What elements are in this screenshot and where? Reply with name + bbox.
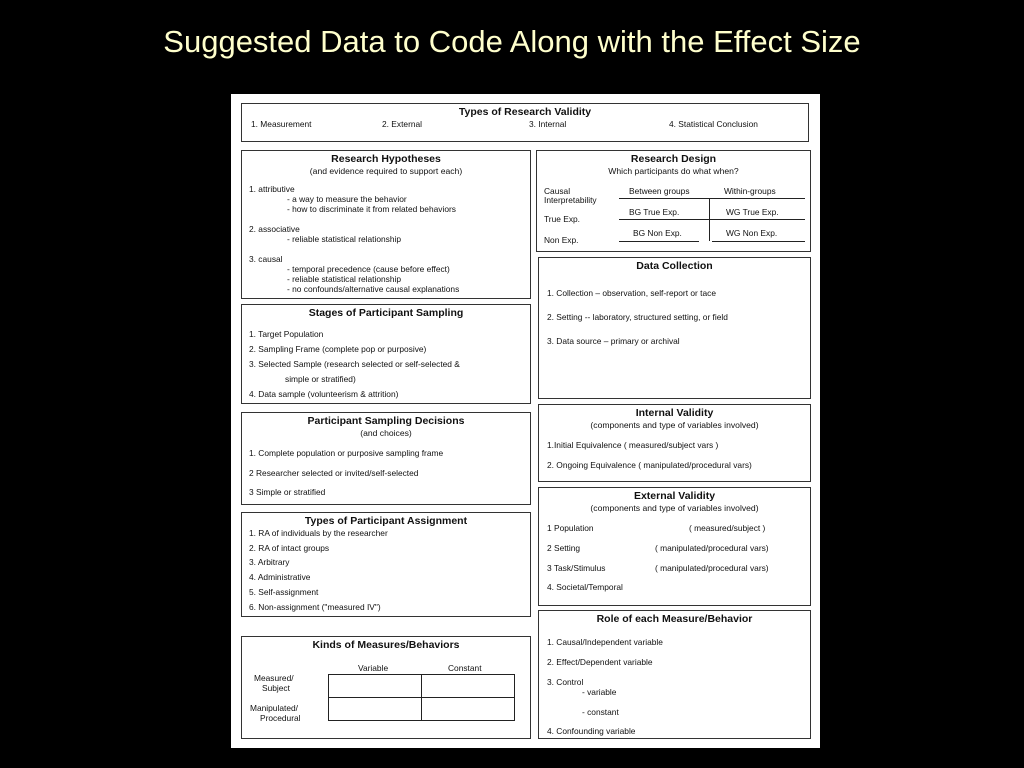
external-validity-subtitle: (components and type of variables involved) [590, 502, 759, 513]
design-bg-non: BG Non Exp. [633, 228, 682, 238]
sampling-decisions-subtitle: (and choices) [360, 427, 412, 438]
external-validity-title: External Validity [633, 490, 716, 502]
hypothesis-line: 3. causal [249, 254, 283, 264]
hypothesis-line: - no confounds/alternative causal explanations [287, 284, 460, 294]
document-page [231, 94, 820, 748]
role-line: - constant [582, 707, 619, 717]
external-validity-box [538, 487, 811, 606]
design-title: Research Design [630, 153, 717, 165]
collection-item: 2. Setting -- laboratory, structured setting, or field [547, 312, 728, 322]
assignment-item: 4. Administrative [249, 572, 311, 582]
hypothesis-line: 1. attributive [249, 184, 295, 194]
role-line: 3. Control [547, 677, 584, 687]
validity-item: 4. Statistical Conclusion [669, 119, 758, 129]
measures-cell [422, 675, 515, 698]
measures-row-label: Procedural [260, 713, 301, 723]
measures-grid [328, 674, 515, 721]
collection-item: 1. Collection – observation, self-report or tace [547, 288, 716, 298]
validity-item: 3. Internal [529, 119, 567, 129]
collection-title: Data Collection [636, 260, 713, 272]
sampling-decisions-box [241, 412, 531, 505]
external-validity-value: ( measured/subject ) [689, 523, 766, 533]
internal-validity-box [538, 404, 811, 482]
role-line: 4. Confounding variable [547, 726, 636, 736]
assignment-item: 2. RA of intact groups [249, 543, 330, 553]
sampling-stages-title: Stages of Participant Sampling [308, 307, 464, 319]
hypotheses-box [241, 150, 531, 299]
internal-validity-subtitle: (components and type of variables involved) [590, 419, 759, 430]
collection-box [538, 257, 811, 399]
validity-item: 1. Measurement [251, 119, 312, 129]
sampling-stage-line: 3. Selected Sample (research selected or self-selected & [249, 359, 460, 369]
sampling-stage-line: 1. Target Population [249, 329, 324, 339]
measures-cell [422, 698, 515, 721]
measures-row-label: Measured/ [254, 673, 294, 683]
external-validity-label: 1 Population [547, 523, 594, 533]
assignment-item: 6. Non-assignment ("measured IV") [249, 602, 381, 612]
validity-types-box [241, 103, 809, 142]
assignment-item: 1. RA of individuals by the researcher [249, 528, 388, 538]
hypotheses-subtitle: (and evidence required to support each) [309, 165, 463, 176]
hypotheses-title: Research Hypotheses [331, 153, 441, 165]
measures-cell [329, 698, 422, 721]
validity-item: 2. External [382, 119, 423, 129]
hypothesis-line: 2. associative [249, 224, 300, 234]
internal-validity-item: 1.Initial Equivalence ( measured/subject vars ) [547, 440, 719, 450]
external-validity-value: ( manipulated/procedural vars) [655, 543, 769, 553]
design-causal-label: Causal [544, 186, 571, 196]
external-validity-value: ( manipulated/procedural vars) [655, 563, 769, 573]
measures-title: Kinds of Measures/Behaviors [312, 639, 460, 651]
hypothesis-line: - a way to measure the behavior [287, 194, 407, 204]
design-wg-non: WG Non Exp. [726, 228, 778, 238]
design-grid-line [619, 241, 699, 242]
design-grid-line [619, 219, 805, 220]
role-line: 2. Effect/Dependent variable [547, 657, 653, 667]
design-wg-true: WG True Exp. [726, 207, 779, 217]
role-box [538, 610, 811, 739]
design-interpretability-label: Interpretability [544, 195, 597, 205]
role-title: Role of each Measure/Behavior [596, 613, 753, 625]
hypothesis-line: - reliable statistical relationship [287, 234, 402, 244]
design-subtitle: Which participants do what when? [608, 165, 739, 176]
measures-cell [329, 675, 422, 698]
assignment-item: 5. Self-assignment [249, 587, 319, 597]
design-col-within: Within-groups [724, 186, 776, 196]
internal-validity-item: 2. Ongoing Equivalence ( manipulated/procedural vars) [547, 460, 752, 470]
role-line: - variable [582, 687, 617, 697]
design-grid-line [619, 198, 805, 199]
slide-title: Suggested Data to Code Along with the Effect Size [163, 24, 861, 59]
design-box [536, 150, 811, 252]
role-line: 1. Causal/Independent variable [547, 637, 663, 647]
sampling-decisions-title: Participant Sampling Decisions [307, 415, 465, 427]
assignment-title: Types of Participant Assignment [304, 515, 468, 527]
design-row-true: True Exp. [544, 214, 580, 224]
external-validity-label: 2 Setting [547, 543, 581, 553]
sampling-decision-item: 2 Researcher selected or invited/self-selected [249, 468, 419, 478]
design-bg-true: BG True Exp. [629, 207, 680, 217]
assignment-item: 3. Arbitrary [249, 557, 290, 567]
design-grid-line [709, 198, 710, 241]
sampling-stage-line: 4. Data sample (volunteerism & attrition) [249, 389, 399, 399]
internal-validity-title: Internal Validity [635, 407, 714, 419]
validity-types-title: Types of Research Validity [458, 106, 592, 118]
external-validity-label: 4. Societal/Temporal [547, 582, 623, 592]
hypothesis-line: - temporal precedence (cause before effect) [287, 264, 450, 274]
design-row-non: Non Exp. [544, 235, 579, 245]
hypothesis-line: - how to discriminate it from related behaviors [287, 204, 456, 214]
sampling-stages-box [241, 304, 531, 404]
sampling-decision-item: 3 Simple or stratified [249, 487, 326, 497]
design-grid-line [712, 241, 805, 242]
sampling-decision-item: 1. Complete population or purposive sampling frame [249, 448, 444, 458]
measures-col-variable: Variable [358, 663, 389, 673]
hypothesis-line: - reliable statistical relationship [287, 274, 402, 284]
measures-row-label: Subject [262, 683, 290, 693]
collection-item: 3. Data source – primary or archival [547, 336, 680, 346]
sampling-stage-line: 2. Sampling Frame (complete pop or purposive) [249, 344, 427, 354]
assignment-box [241, 512, 531, 617]
measures-box [241, 636, 531, 739]
sampling-stage-line: simple or stratified) [285, 374, 356, 384]
design-col-between: Between groups [629, 186, 690, 196]
external-validity-label: 3 Task/Stimulus [547, 563, 606, 573]
measures-col-constant: Constant [448, 663, 482, 673]
measures-row-label: Manipulated/ [250, 703, 298, 713]
